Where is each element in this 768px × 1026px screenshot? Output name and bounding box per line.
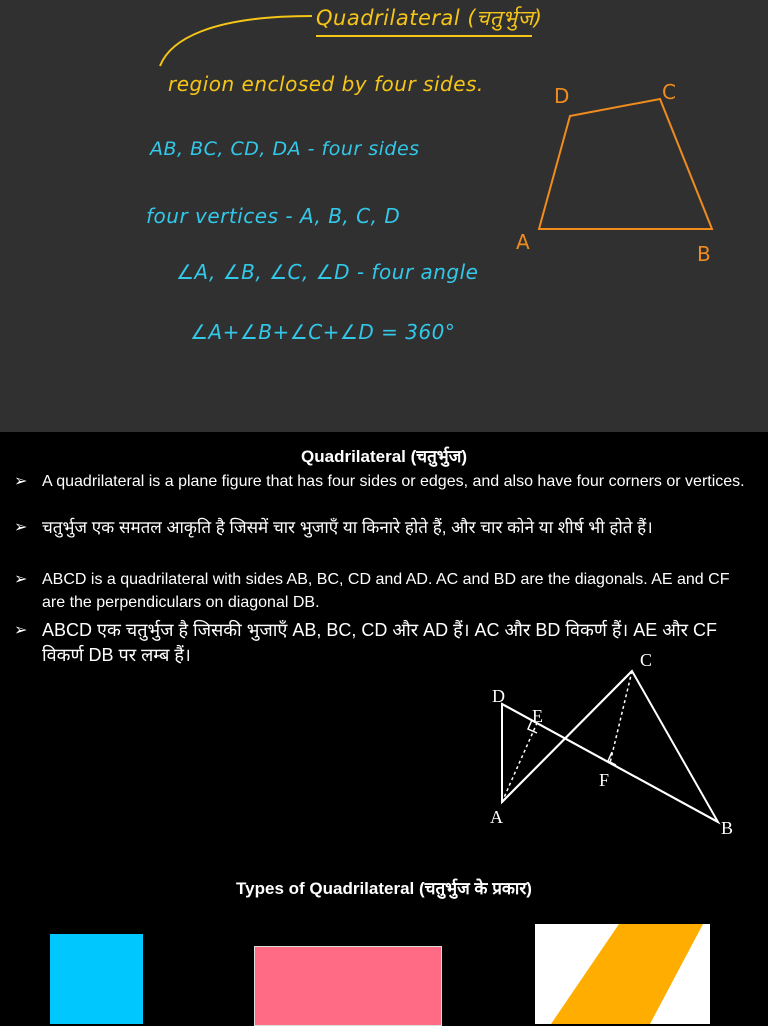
bullet-text: ABCD is a quadrilateral with sides AB, BC, CD and AD. AC and BD are the diagonals. AE and CF are the perpendiculars on diagonal DB. xyxy=(42,571,730,611)
figure-label-e: E xyxy=(532,706,543,726)
board-definition: region enclosed by four sides. xyxy=(168,72,484,96)
slide-title: Quadrilateral (चतुर्भुज) xyxy=(301,447,467,466)
board-vertex-b: B xyxy=(697,242,711,266)
figure-label-d: D xyxy=(492,686,505,706)
board-vertex-a: A xyxy=(516,230,530,254)
bullet-text: A quadrilateral is a plane figure that has four sides or edges, and also have four corners or vertices. xyxy=(42,473,745,490)
diagonal-ac xyxy=(502,671,632,802)
board-angle-sum: ∠A+∠B+∠C+∠D = 360° xyxy=(190,320,456,344)
parallelogram-shape xyxy=(535,924,710,1024)
figure-label-f: F xyxy=(599,770,610,790)
figure-label-c: C xyxy=(640,650,653,670)
title-underline-curve xyxy=(160,16,312,66)
whiteboard xyxy=(0,0,768,432)
perpendicular-cf xyxy=(610,671,632,763)
types-title: Types of Quadrilateral (चतुर्भुज के प्रकार) xyxy=(236,879,532,898)
perpendicular-ae xyxy=(502,723,537,802)
board-vertex-c: C xyxy=(662,80,676,104)
board-angles: ∠A, ∠B, ∠C, ∠D - four angle xyxy=(176,260,479,284)
bullet-text: चतुर्भुज एक समतल आकृति है जिसमें चार भुजाएँ या किनारे होते हैं, और चार कोने या शीर्ष भी होते हैं। xyxy=(42,518,653,537)
board-vertices: four vertices - A, B, C, D xyxy=(146,204,401,228)
square-shape xyxy=(50,934,143,1024)
board-sides: AB, BC, CD, DA - four sides xyxy=(150,138,420,160)
bullet-arrow-icon: ➢ xyxy=(14,473,28,490)
rectangle-shape xyxy=(254,946,442,1026)
quadrilateral-drawing xyxy=(539,99,712,229)
bullet-arrow-icon: ➢ xyxy=(14,571,28,588)
bullet-arrow-icon: ➢ xyxy=(14,622,28,639)
bullet-arrow-icon: ➢ xyxy=(14,519,28,536)
figure-label-b: B xyxy=(721,818,734,838)
bullet-text: ABCD एक चतुर्भुज है जिसकी भुजाएँ AB, BC, CD और AD हैं। AC और BD विकर्ण हैं। AE और CF विकर्ण DB पर लम्ब हैं। xyxy=(42,620,717,665)
board-title: Quadrilateral (चतुर्भुज) xyxy=(316,6,543,30)
board-vertex-d: D xyxy=(554,84,570,108)
figure-label-a: A xyxy=(490,807,503,827)
slide xyxy=(0,432,768,1024)
